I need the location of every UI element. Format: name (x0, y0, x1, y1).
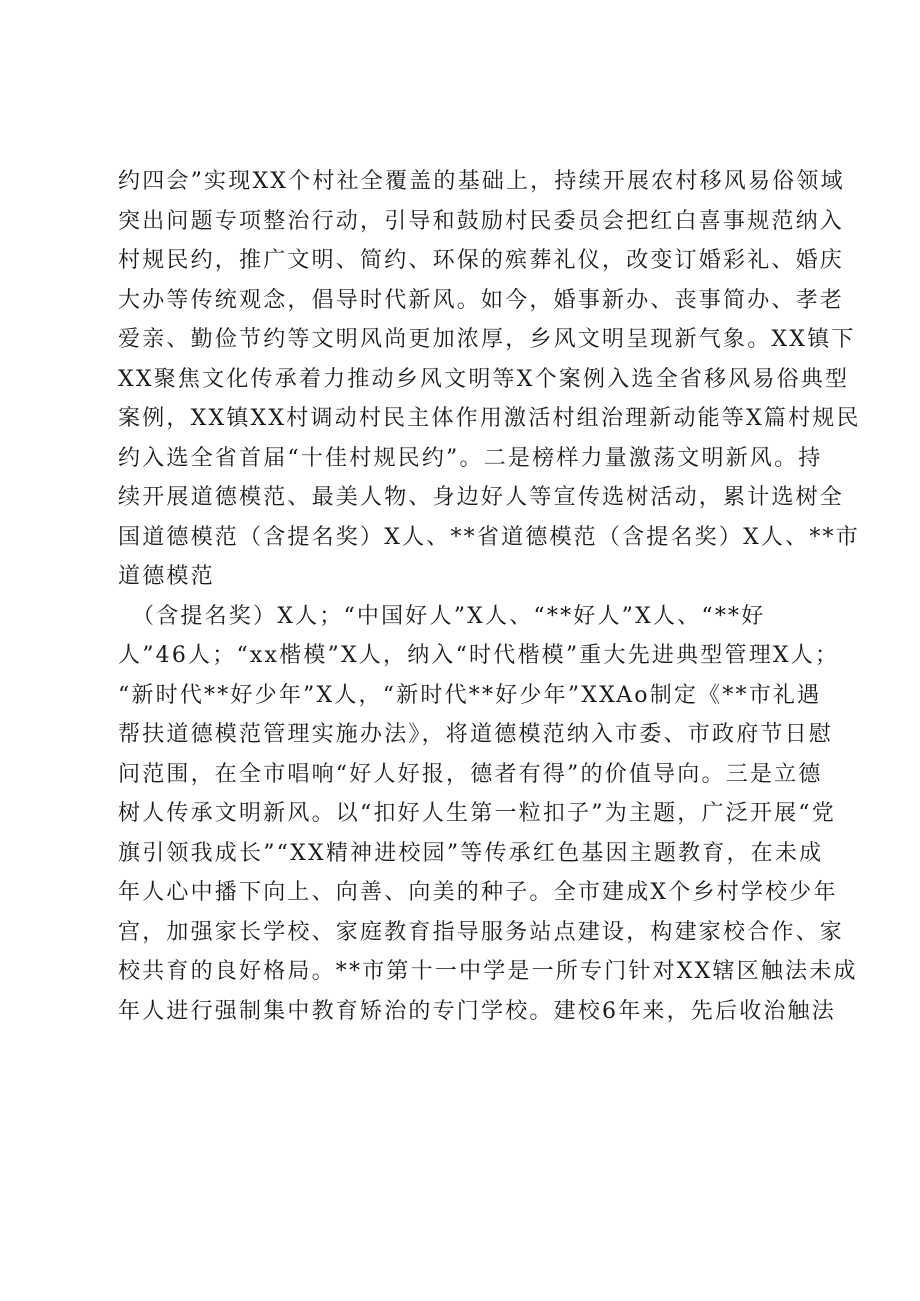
text-line: 约入选全省首届“十佳村规民约”。二是榜样力量激荡文明新风。持 (118, 445, 823, 471)
text-line: 案例，XX镇XX村调动村民主体作用激活村组治理新动能等X篇村规民 (118, 406, 861, 431)
text-line: “新时代**好少年”X人，“新时代**好少年”XXAo制定《**市礼遇 (118, 682, 822, 708)
text-line: 国道德模范（含提名奖）X人、**省道德模范（含提名奖）X人、**市 (118, 524, 860, 550)
text-line: 年人进行强制集中教育矫治的专门学校。建校6年来，先后收治触法 (118, 998, 836, 1024)
body-text (118, 162, 861, 1031)
text-line: XX聚焦文化传承着力推动乡风文明等X个案例入选全省移风易俗典型 (118, 366, 850, 392)
text-line: （含提名奖）X人；“中国好人”X人、“**好人”X人、“**好 (132, 603, 766, 629)
text-line: 续开展道德模范、最美人物、身边好人等宣传选树活动，累计选树全 (118, 485, 845, 510)
text-line: 道德模范 (118, 564, 215, 589)
text-line: 校共育的良好格局。**市第十一中学是一所专门针对XX辖区触法未成 (118, 959, 858, 984)
text-line: 宫，加强家长学校、家庭教育指导服务站点建设，构建家校合作、家 (118, 919, 845, 945)
text-line: 旗引领我成长”“XX精神进校园”等传承红色基因主题教育，在未成 (118, 840, 824, 866)
text-line: 年人心中播下向上、向善、向美的种子。全市建成X个乡村学校少年 (118, 880, 838, 905)
text-line: 爱亲、勤俭节约等文明风尚更加浓厚，乡风文明呈现新气象。XX镇下 (118, 327, 856, 352)
text-line: 问范围，在全市唱响“好人好报，德者有得”的价值导向。三是立德 (118, 761, 823, 787)
text-line: 约四会”实现XX个村社全覆盖的基础上，持续开展农村移风易俗领域 (118, 169, 845, 194)
text-line: 大办等传统观念，倡导时代新风。如今，婚事新办、丧事简办、孝老 (118, 287, 845, 313)
text-line: 帮扶道德模范管理实施办法》，将道德模范纳入市委、市政府节日慰 (118, 722, 834, 747)
text-line: 树人传承文明新风。以“扣好人生第一粒扣子”为主题，广泛开展“党 (118, 801, 836, 826)
text-line: 村规民约，推广文明、简约、环保的殡葬礼仪，改变订婚彩礼、婚庆 (118, 248, 845, 273)
text-line: 人”46人；“xx楷模”X人，纳入“时代楷模”重大先进典型管理X人； (118, 643, 840, 668)
text-line: 突出问题专项整治行动，引导和鼓励村民委员会把红白喜事规范纳入 (118, 208, 845, 234)
